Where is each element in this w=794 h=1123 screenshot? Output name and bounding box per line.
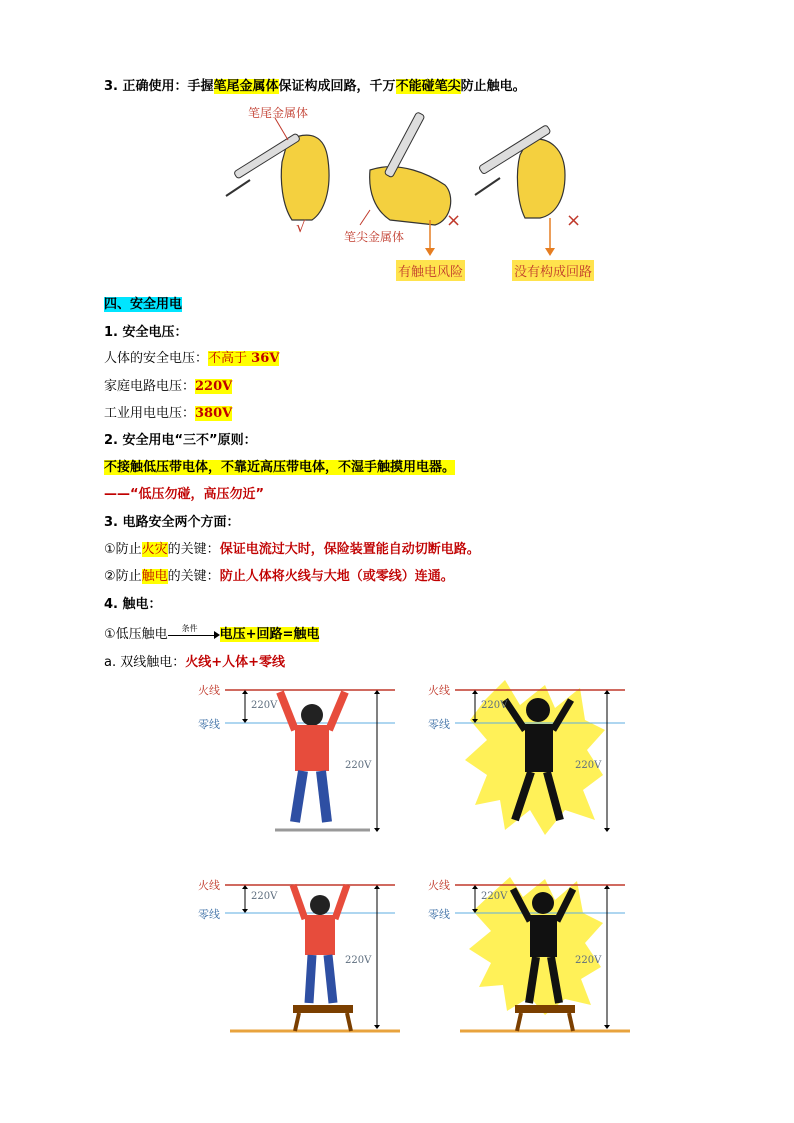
pen-usage-figure xyxy=(220,100,600,285)
voltage-small-label: 220V xyxy=(251,700,278,711)
x-mark-1: × xyxy=(446,210,462,231)
voltage-big-label: 220V xyxy=(345,760,372,771)
pen-usage-illustration xyxy=(220,100,600,285)
panel-shocked-ground xyxy=(425,680,635,845)
hl-no-tip: 不能碰笔尖 xyxy=(395,79,461,94)
label-no-circuit: 没有构成回路 xyxy=(512,260,594,281)
check-mark: √ xyxy=(296,218,306,236)
neutral-wire-label: 零线 xyxy=(428,718,450,731)
live-wire-label: 火线 xyxy=(428,879,450,892)
three-no-title: 2. 安全用电“三不”原则： xyxy=(104,433,257,448)
live-wire-label: 火线 xyxy=(198,684,220,697)
label-tip-metal: 笔尖金属体 xyxy=(344,230,405,244)
industry-voltage: 工业用电电压：380V xyxy=(104,406,233,421)
label-risk: 有触电风险 xyxy=(396,260,465,281)
three-no-rule: 不接触低压带电体，不靠近高压带电体，不湿手触摸用电器。 xyxy=(104,460,456,475)
hl-tail-metal: 笔尾金属体 xyxy=(213,79,279,94)
shock-figures xyxy=(195,680,635,1040)
safe-voltage-title: 1. 安全电压： xyxy=(104,325,188,340)
panel-normal-ground xyxy=(195,680,405,845)
two-aspects-title: 3. 电路安全两个方面： xyxy=(104,515,240,530)
shock-title: 4. 触电： xyxy=(104,597,162,612)
person-shocked-illustration xyxy=(425,680,635,845)
voltage-small-label: 220V xyxy=(481,700,508,711)
aspect-fire: ①防止火灾的关键：保证电流过大时，保险装置能自动切断电路。 xyxy=(104,542,480,557)
human-safe-voltage: 人体的安全电压：不高于 36V xyxy=(104,351,280,366)
voltage-big-label: 220V xyxy=(575,955,602,966)
sec3-line: 3. 正确使用：手握笔尾金属体保证构成回路，千万不能碰笔尖防止触电。 xyxy=(104,79,526,94)
live-wire-label: 火线 xyxy=(198,879,220,892)
neutral-wire-label: 零线 xyxy=(428,908,450,921)
person-stool-shocked-illustration xyxy=(425,875,635,1040)
condition-arrow-icon: 条件 xyxy=(168,629,220,641)
voltage-small-label: 220V xyxy=(251,891,278,902)
person-normal-illustration xyxy=(195,680,405,845)
double-wire-shock: a. 双线触电：火线+人体+零线 xyxy=(104,655,286,670)
voltage-big-label: 220V xyxy=(575,760,602,771)
panel-shocked-stool xyxy=(425,875,635,1040)
neutral-wire-label: 零线 xyxy=(198,908,220,921)
label-tail-metal: 笔尾金属体 xyxy=(248,106,309,120)
neutral-wire-label: 零线 xyxy=(198,718,220,731)
person-stool-illustration xyxy=(195,875,405,1040)
panel-normal-stool xyxy=(195,875,405,1040)
low-voltage-shock: ①低压触电 条件 电压+回路=触电 xyxy=(104,623,320,642)
voltage-big-label: 220V xyxy=(345,955,372,966)
home-voltage: 家庭电路电压：220V xyxy=(104,379,233,394)
section4-heading: 四、安全用电 xyxy=(104,297,183,312)
live-wire-label: 火线 xyxy=(428,684,450,697)
voltage-small-label: 220V xyxy=(481,891,508,902)
x-mark-2: × xyxy=(566,210,582,231)
three-no-slogan: ——“低压勿碰，高压勿近” xyxy=(104,487,265,502)
aspect-shock: ②防止触电的关键：防止人体将火线与大地（或零线）连通。 xyxy=(104,569,454,584)
